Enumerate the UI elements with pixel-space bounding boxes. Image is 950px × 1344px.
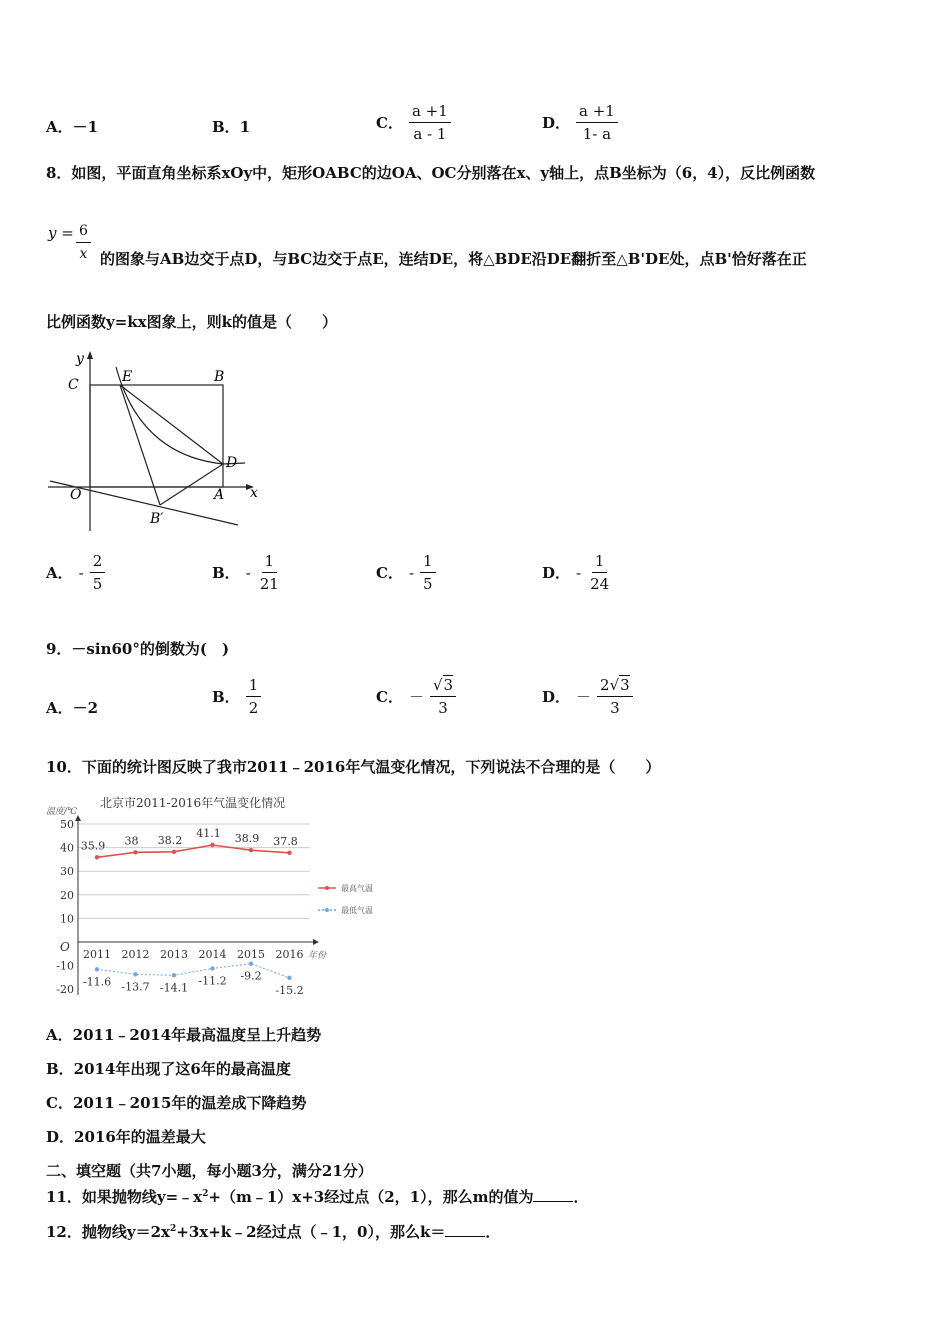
minus-sign: -: [245, 563, 251, 582]
legend: [318, 883, 373, 915]
data-label: -14.1: [159, 981, 189, 995]
numerator: 2: [90, 552, 106, 573]
q11-text-part2: +（m﹣1）x+3经过点（2，1），那么m的值为: [208, 1188, 534, 1206]
fraction: [587, 552, 612, 593]
q8-option-d[interactable]: [542, 552, 612, 593]
q11-text-end: ．: [573, 1188, 589, 1206]
minus-sign: -: [78, 563, 84, 582]
x-tick-label: 2011: [83, 948, 111, 961]
option-value: 1: [239, 117, 251, 136]
denominator: 24: [590, 575, 610, 593]
x-tick-label: 2015: [237, 948, 265, 961]
label-y: y: [76, 351, 84, 367]
minus-sign: -: [408, 563, 415, 582]
option-label: B．: [212, 564, 240, 582]
numerator: √3: [430, 676, 456, 697]
legend-marker: [325, 886, 329, 890]
y-tick-label: 20: [60, 888, 74, 902]
x-tick-label: 2014: [198, 948, 227, 961]
y-tick-label: 50: [60, 818, 74, 831]
q9-option-d[interactable]: [542, 676, 633, 717]
numerator: 1: [592, 552, 608, 573]
denominator: 2: [248, 699, 259, 717]
chart-title: 北京市2011-2016年气温变化情况: [100, 796, 286, 810]
numerator: 2√3: [597, 676, 633, 697]
fraction: [246, 676, 262, 717]
option-label: A．: [46, 118, 73, 136]
data-label: 38.2: [157, 833, 183, 847]
data-label: -13.7: [121, 980, 150, 994]
fraction: [409, 102, 451, 143]
denominator: 21: [259, 575, 279, 593]
denominator: x: [79, 246, 88, 262]
y-axis-label: 温度/℃: [46, 807, 78, 817]
denominator: 3: [610, 699, 620, 717]
numerator: a +1: [576, 102, 618, 123]
legend-label: 最低气温: [341, 906, 373, 915]
answer-blank[interactable]: [533, 1187, 573, 1202]
option-label: C．: [376, 564, 403, 582]
label-a: A: [214, 487, 225, 503]
coefficient: 2: [600, 676, 610, 694]
data-point: [249, 962, 253, 966]
label-x: x: [250, 485, 258, 501]
q10-option-a[interactable]: A．2011﹣2014年最高温度呈上升趋势: [46, 1026, 322, 1044]
data-label: -15.2: [275, 983, 304, 997]
y-tick-label: -10: [56, 959, 74, 973]
option-value: －2: [72, 699, 99, 717]
section-heading: 二、填空题（共7小题，每小题3分，满分21分）: [46, 1162, 373, 1180]
option-label: B．: [212, 688, 240, 706]
denominator: 5: [423, 575, 433, 593]
x-tick-label: 2016: [275, 948, 304, 961]
data-point: [133, 972, 137, 976]
option-label: A．: [46, 564, 73, 582]
data-label: 35.9: [80, 839, 106, 853]
q8-stem-line1: 8．如图，平面直角坐标系xOy中，矩形OABC的边OA、OC分别落在x、y轴上，点B坐标为（6，4），反比例函数: [46, 164, 816, 182]
series: [81, 827, 304, 997]
q8-stem-line2: 的图象与AB边交于点D，与BC边交于点E，连结DE，将△BDE沿DE翻折至△B'DE处，点B'恰好落在正: [100, 250, 807, 268]
radicand: 3: [620, 676, 630, 694]
option-label: A．: [46, 699, 73, 717]
denominator: 5: [92, 575, 103, 593]
q11-text-part1: 11．如果抛物线y=﹣x: [46, 1188, 203, 1206]
x-axis-label: 年份: [308, 951, 327, 961]
denominator: 1- a: [582, 125, 612, 143]
q11: [46, 1186, 588, 1207]
y-tick-label: 10: [60, 912, 74, 926]
q10-option-c[interactable]: C．2011﹣2015年的温差成下降趋势: [46, 1094, 307, 1112]
fraction: [420, 552, 436, 593]
denominator: 3: [438, 699, 448, 717]
q12: [46, 1221, 500, 1242]
q9-option-a[interactable]: [46, 697, 98, 718]
denominator: a - 1: [413, 125, 447, 143]
minus-sign: －: [576, 688, 592, 706]
x-tick-label: 2012: [121, 948, 150, 961]
label-d: D: [226, 455, 238, 471]
data-label: 41.1: [196, 827, 221, 841]
q8-function-fraction: [76, 222, 91, 263]
numerator: 1: [420, 552, 436, 573]
option-label: C．: [376, 688, 403, 706]
q8-option-b[interactable]: [212, 552, 282, 593]
answer-blank[interactable]: [445, 1222, 485, 1237]
q7-option-d[interactable]: [542, 102, 618, 143]
x-tick-labels: [83, 948, 304, 961]
option-value: －1: [72, 118, 99, 136]
data-point: [287, 976, 291, 980]
data-label: -11.2: [198, 974, 227, 988]
data-point: [172, 973, 176, 977]
exponent: 2: [169, 1224, 177, 1234]
q9-option-c[interactable]: [376, 676, 456, 717]
label-o: O: [70, 487, 82, 503]
data-point: [133, 850, 137, 854]
fraction: [597, 676, 633, 717]
data-label: 38: [124, 834, 139, 848]
fraction: [430, 676, 456, 717]
y-tick-labels: [56, 818, 74, 996]
origin-label: O: [60, 940, 70, 954]
legend-label: 最高气温: [341, 884, 373, 893]
label-b-prime: B′: [150, 511, 164, 527]
q10-stem: 10．下面的统计图反映了我市2011﹣2016年气温变化情况，下列说法不合理的是（ ）: [46, 758, 661, 776]
q7-option-c[interactable]: [376, 102, 451, 143]
data-point: [249, 848, 253, 852]
data-point: [210, 966, 214, 970]
y-tick-label: 30: [60, 865, 74, 879]
q12-text-part2: +3x+k﹣2经过点（﹣1，0），那么k＝: [176, 1223, 446, 1241]
y-tick-label: 40: [60, 841, 74, 855]
exponent: 2: [202, 1189, 209, 1199]
numerator: a +1: [409, 102, 451, 123]
data-point: [172, 850, 176, 854]
data-label: 38.9: [234, 832, 260, 846]
option-label: D．: [542, 564, 571, 582]
option-label: B．: [212, 118, 240, 136]
option-label: D．: [542, 688, 571, 706]
data-point: [95, 855, 99, 859]
segment-de: [120, 385, 223, 464]
q7-option-b[interactable]: [212, 116, 250, 137]
q12-text-part1: 12．抛物线y＝2x: [46, 1223, 170, 1241]
data-label: 37.8: [273, 834, 298, 848]
numerator: 6: [76, 222, 91, 243]
fraction: [576, 102, 618, 143]
q9-option-b[interactable]: [212, 676, 261, 717]
y-tick-label: -20: [56, 983, 74, 997]
q9-stem: 9．－sin60°的倒数为( ): [46, 640, 230, 658]
minus-sign: -: [576, 563, 582, 582]
q8-function-lhs: y =: [48, 224, 74, 242]
q10-option-b[interactable]: B．2014年出现了这6年的最高温度: [46, 1060, 291, 1078]
q8-option-c[interactable]: [376, 552, 436, 593]
q8-geometry-figure: [40, 345, 280, 535]
data-point: [210, 843, 214, 847]
minus-sign: －: [408, 688, 424, 706]
option-label: D．: [542, 114, 571, 132]
q7-option-a[interactable]: [46, 116, 98, 137]
data-point: [95, 967, 99, 971]
label-e: E: [122, 369, 133, 385]
x-tick-label: 2013: [160, 948, 188, 961]
q8-option-a[interactable]: [46, 552, 105, 593]
numerator: 1: [262, 552, 278, 573]
fraction: [257, 552, 282, 593]
fraction: [90, 552, 106, 593]
label-c: C: [68, 377, 79, 393]
data-label: -9.2: [240, 969, 262, 983]
data-label: -11.6: [82, 975, 112, 989]
q10-temperature-chart: [40, 790, 390, 1005]
q12-text-end: ．: [485, 1223, 501, 1241]
radicand: 3: [443, 676, 454, 694]
legend-marker: [325, 908, 329, 912]
numerator: 1: [246, 676, 262, 697]
q10-option-d[interactable]: D．2016年的温差最大: [46, 1128, 206, 1146]
hyperbola-curve: [116, 367, 245, 464]
option-label: C．: [376, 114, 403, 132]
label-b: B: [214, 369, 225, 385]
q8-stem-line3: 比例函数y=kx图象上，则k的值是（ ）: [46, 313, 338, 331]
data-point: [287, 851, 291, 855]
